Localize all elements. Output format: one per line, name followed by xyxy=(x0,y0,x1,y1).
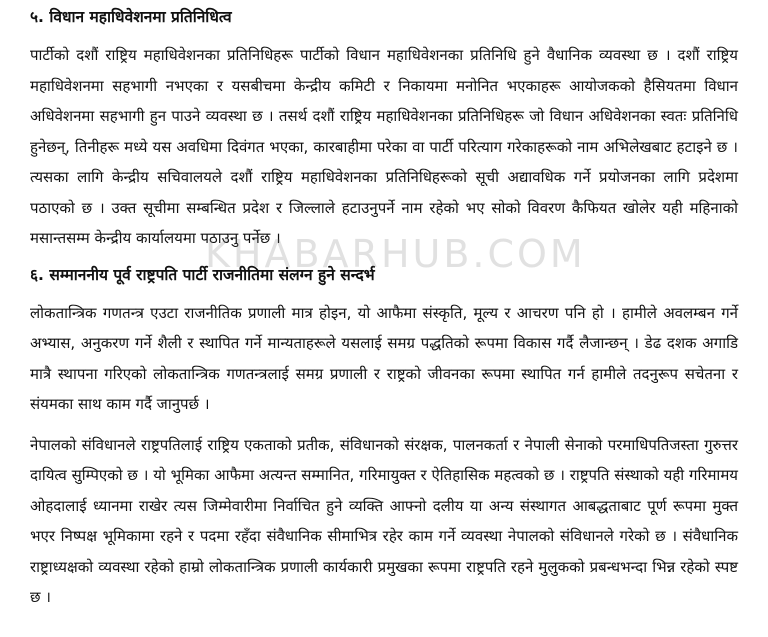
paragraph: पार्टीको दशौं राष्ट्रिय महाधिवेशनका प्रतिनिधिहरू पार्टीको विधान महाधिवेशनका प्रतिनिधि हुने वैधानिक व्यवस्था छ । दशौं राष्ट्रिय महाधिवेशनमा सहभागी नभएका र यसबीचमा केन्द्रीय कमिटी र निकायमा मनोनित भएकाहरू आयोजकको हैसियतमा विधान अधिवेशनमा सहभागी हुन पाउने व्यवस्था छ । तसर्थ दशौं राष्ट्रिय महाधिवेशनका प्रतिनिधिहरू जो विधान अधिवेशनका स्वतः प्रतिनिधि हुनेछन्, तिनीहरू मध्ये यस अवधिमा दिवंगत भएका, कारबाहीमा परेका वा पार्टी परित्याग गरेकाहरूको नाम अभिलेखबाट हटाइने छ । त्यसका लागि केन्द्रीय सचिवालयले दशौं राष्ट्रिय महाधिवेशनका प्रतिनिधिहरूको सूची अद्यावधिक गर्ने प्रयोजनका लागि प्रदेशमा पठाएको छ । उक्त सूचीमा सम्बन्धित प्रदेश र जिल्लाले हटाउनुपर्ने नाम रहेको भए सोको विवरण कैफियत खोलेर यही महिनाको मसान्तसम्म केन्द्रीय कार्यालयमा पठाउनु पर्नेछ । xyxy=(30,46,738,247)
section-5 xyxy=(30,6,738,254)
paragraph: नेपालको संविधानले राष्ट्रपतिलाई राष्ट्रिय एकताको प्रतीक, संविधानको संरक्षक, पालनकर्ता र नेपाली सेनाको परमाधिपतिजस्ता गुरुत्तर दायित्व सुम्पिएको छ । यो भूमिका आफैमा अत्यन्त सम्मानित, गरिमायुक्त र ऐतिहासिक महत्वको छ । राष्ट्रपति संस्थाको यही गरिमामय ओहदालाई ध्यानमा राखेर त्यस जिम्मेवारीमा निर्वाचित हुने व्यक्ति आफ्नो दलीय या अन्य संस्थागत आबद्धताबाट पूर्ण रूपमा मुक्त भएर निष्पक्ष भूमिकामा रहने र पदमा रहँदा संवैधानिक सीमाभित्र रहेर काम गर्ने व्यवस्था नेपालको संविधानले गरेको छ । संवैधानिक राष्ट्राध्यक्षको व्यवस्था रहेको हाम्रो लोकतान्त्रिक प्रणाली कार्यकारी प्रमुखका रूपमा राष्ट्रपति रहने मुलुकको प्रबन्धभन्दा भिन्न रहेको स्पष्ट छ । xyxy=(30,435,738,606)
paragraph: लोकतान्त्रिक गणतन्त्र एउटा राजनीतिक प्रणाली मात्र होइन, यो आफैमा संस्कृति, मूल्य र आचरण पनि हो । हामीले अवलम्बन गर्ने अभ्यास, अनुकरण गर्ने शैली र स्थापित गर्ने मान्यताहरूले यसलाई समग्र पद्धतिको रूपमा विकास गर्दै लैजान्छन् । डेढ दशक अगाडि मात्रै स्थापना गरिएको लोकतान्त्रिक गणतन्त्रलाई समग्र प्रणाली र राष्ट्रको जीवनका रूपमा स्थापित गर्न हामीले तदनुरूप सचेतना र संयमका साथ काम गर्दै जानुपर्छ । xyxy=(30,303,738,413)
watermark: KHABARHUB.COM xyxy=(205,232,586,276)
section-6 xyxy=(30,264,738,613)
section-heading: ६. सम्माननीय पूर्व राष्ट्रपति पार्टी राजनीतिमा संलग्न हुने सन्दर्भ xyxy=(30,265,375,284)
section-heading: ५. विधान महाधिवेशनमा प्रतिनिधित्व xyxy=(30,8,232,26)
